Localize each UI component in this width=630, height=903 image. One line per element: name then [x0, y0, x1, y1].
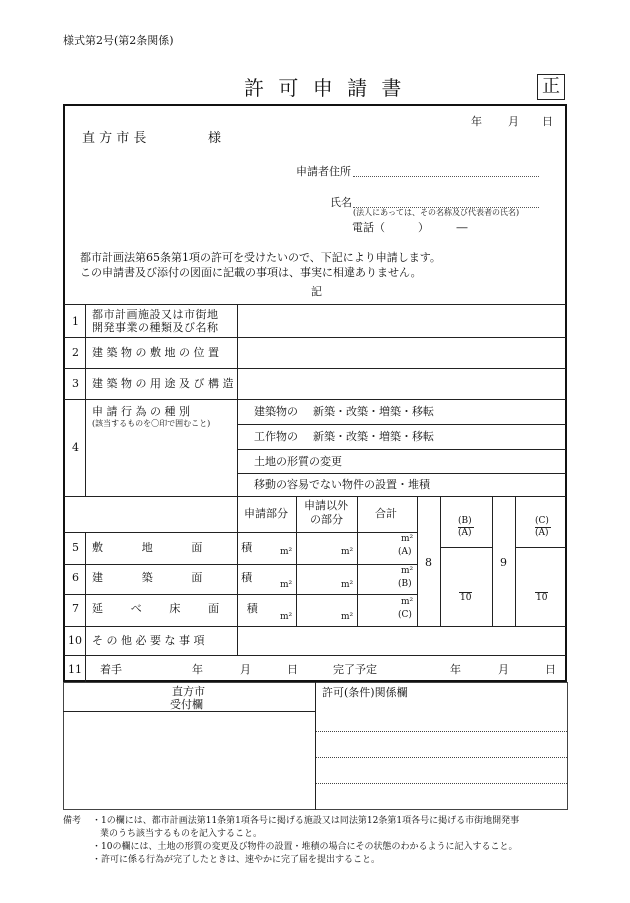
unit-5b: m² [341, 547, 354, 557]
row-7-num: 7 [72, 602, 79, 615]
row-8-num: 8 [425, 556, 432, 569]
notes-head: 備考 [63, 816, 82, 826]
start-year-label: 年 [192, 663, 203, 676]
ratio-9-top: (C) [535, 516, 549, 526]
corp-note: (法人にあっては、その名称及び代表者の氏名) [353, 208, 520, 217]
form-code: 様式第2号(第2条関係) [63, 34, 174, 47]
row-1-input[interactable] [238, 305, 565, 336]
ki-label: 記 [311, 285, 322, 298]
row-10-label: そ の 他 必 要 な 事 項 [92, 634, 205, 647]
unit-5a: m² [280, 547, 293, 557]
note-3: ・許可に係る行為が完了したときは、速やかに完了届を提出すること。 [92, 855, 381, 865]
option-structure-head[interactable]: 工作物の [254, 430, 298, 443]
row-4-label: 申 請 行 為 の 種 別 [92, 405, 190, 418]
ratio-8-denominator: 10 [460, 593, 472, 603]
total-mark-c: (C) [398, 610, 412, 620]
row-6-label: 建 築 面 積 [92, 571, 270, 584]
note-1b: 業のうち該当するものを記入すること。 [100, 829, 263, 839]
row-4-note: (該当するものを〇印で囲むこと) [92, 419, 211, 428]
permit-box-label: 許可(条件)関係欄 [322, 686, 408, 699]
row-3-label: 建 築 物 の 用 途 及 び 構 造 [92, 377, 234, 390]
date-month-label: 月 [508, 115, 519, 128]
unit-7a: m² [280, 612, 293, 622]
row-3-num: 3 [72, 377, 79, 390]
option-land[interactable]: 土地の形質の変更 [254, 455, 342, 468]
addressee: 直 方 市 長 [82, 131, 147, 146]
header-other-1: 申請以外 [304, 499, 348, 512]
row-3-input[interactable] [238, 369, 565, 398]
row-1-label-2: 開発事業の種類及び名称 [92, 321, 219, 334]
end-month-label: 月 [498, 663, 509, 676]
date-year-label: 年 [471, 115, 482, 128]
unit-6c: m² [401, 566, 414, 576]
row-10-input[interactable] [238, 627, 565, 654]
ratio-9-bottom: (A) [535, 528, 549, 538]
total-mark-a: (A) [398, 547, 412, 557]
copy-mark-box [537, 74, 565, 100]
row-2-num: 2 [72, 346, 79, 359]
header-other-2: の部分 [310, 513, 343, 526]
row-1-num: 1 [72, 315, 79, 328]
applicant-name-label: 氏名 [330, 196, 352, 209]
option-structure[interactable]: 新築・改築・増築・移転 [313, 430, 434, 443]
ratio-8-bottom: (A) [458, 528, 472, 538]
option-building[interactable]: 新築・改築・増築・移転 [313, 405, 434, 418]
unit-6b: m² [341, 580, 354, 590]
note-1a: ・1の欄には、都市計画法第11条第1項各号に掲げる施設又は同法第12条第1項各号に掲げる市街地開発事 [92, 816, 520, 826]
option-building-head[interactable]: 建築物の [254, 405, 298, 418]
row-11-num: 11 [68, 663, 82, 676]
start-label: 着手 [100, 663, 122, 676]
applicant-address-field[interactable] [353, 176, 539, 177]
total-mark-b: (B) [398, 579, 412, 589]
permit-area[interactable] [316, 700, 567, 809]
unit-7b: m² [341, 612, 354, 622]
copy-mark: 正 [542, 76, 560, 97]
intro-line-2: この申請書及び添付の図面に記載の事項は、事実に相違ありません。 [80, 266, 422, 279]
option-objects[interactable]: 移動の容易でない物件の設置・堆積 [254, 478, 430, 491]
form-title: 許 可 申 請 書 [244, 76, 406, 100]
reception-area[interactable] [64, 712, 314, 809]
end-label: 完了予定 [333, 663, 377, 676]
row-9-num: 9 [500, 556, 507, 569]
phone-label: 電話（ ） ― [352, 221, 468, 234]
end-year-label: 年 [450, 663, 461, 676]
addressee-suffix: 様 [208, 131, 222, 146]
applicant-address-label: 申請者住所 [296, 165, 351, 178]
header-total: 合計 [375, 507, 397, 520]
ratio-8-top: (B) [458, 516, 472, 526]
unit-7c: m² [401, 597, 414, 607]
row-6-num: 6 [72, 571, 79, 584]
unit-6a: m² [280, 580, 293, 590]
row-5-num: 5 [72, 541, 79, 554]
intro-line-1: 都市計画法第65条第1項の許可を受けたいので、下記により申請します。 [80, 251, 441, 264]
ratio-9-denominator: 10 [536, 593, 548, 603]
unit-5c: m² [401, 534, 414, 544]
note-2: ・10の欄には、土地の形質の変更及び物件の設置・堆積の場合にその状態のわかるように記入すること。 [92, 842, 518, 852]
row-10-num: 10 [68, 634, 82, 647]
reception-line-2: 受付欄 [170, 698, 203, 711]
reception-line-1: 直方市 [172, 685, 205, 698]
row-5-label: 敷 地 面 積 [92, 541, 270, 554]
start-day-label: 日 [287, 663, 298, 676]
end-day-label: 日 [545, 663, 556, 676]
row-1-label-1: 都市計画施設又は市街地 [92, 308, 219, 321]
row-2-input[interactable] [238, 338, 565, 367]
row-4-num: 4 [72, 441, 79, 454]
start-month-label: 月 [240, 663, 251, 676]
date-day-label: 日 [542, 115, 553, 128]
header-applied: 申請部分 [244, 507, 288, 520]
row-7-label: 延 べ 床 面 積 [92, 602, 270, 615]
row-2-label: 建 築 物 の 敷 地 の 位 置 [92, 346, 219, 359]
